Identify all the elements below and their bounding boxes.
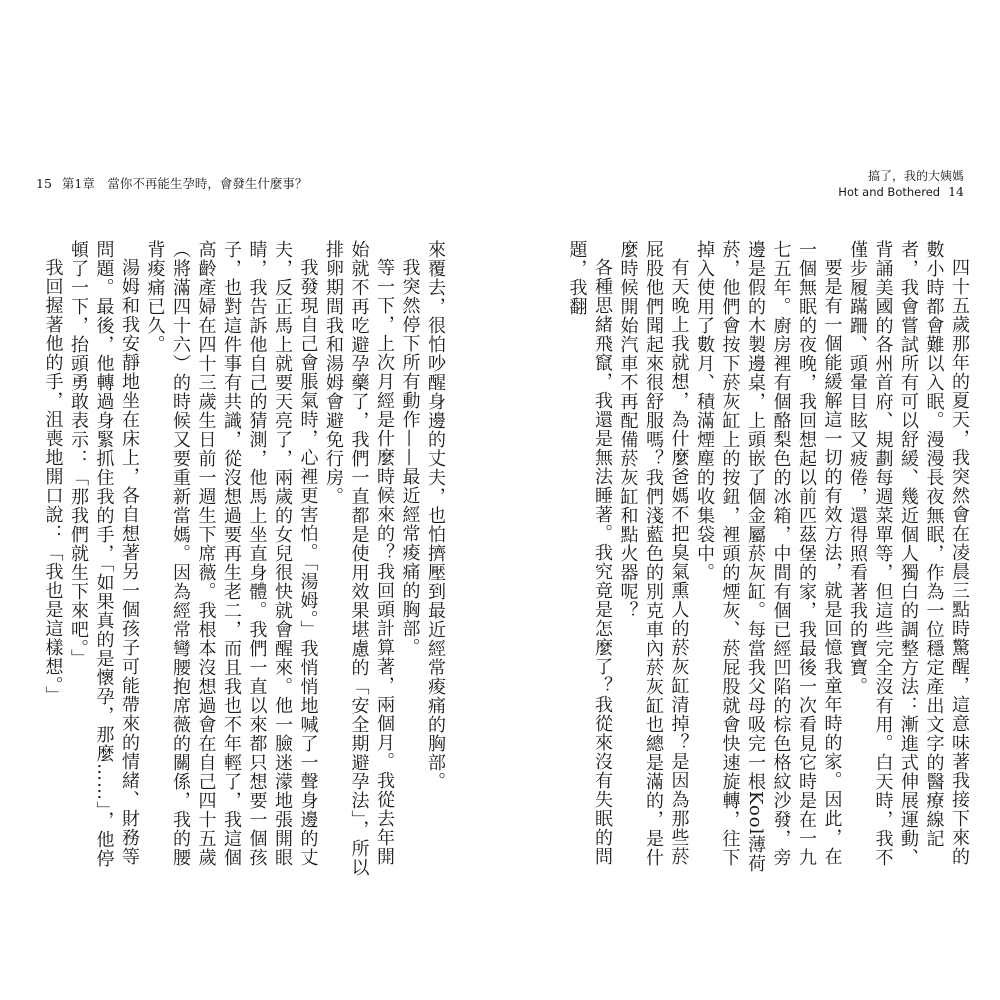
page-number-right: 14 [948,184,964,199]
paragraph: 有天晚上我就想，為什麼爸媽不把臭氣熏人的菸灰缸清掉？是因為那些菸屁股他們聞起來很舒服嗎？我們淺藍色的別克車內菸灰缸也總是滿的，是什麼時候開始汽車不再配備菸灰缸和點火器呢？ [617,240,690,867]
chapter-title: 第1章 當你不再能生孕時，會發生什麼事？ [61,176,308,191]
paragraph: 我發現自己會脹氣時，心裡更害怕。「湯姆。」我悄悄地喊了一聲身邊的丈夫，反正馬上就要天亮了，兩歲的女兒很快就會醒來。他一臉迷濛地張開眼睛，我告訴他自己的猜測，他馬上坐直身體。我們一直以來都只想要一個孩子，也對這件事有共識，從沒想過要再生老二，而且我也不年輕了，我這個高齡產婦在四十三歲生日前一週生下席薇。我根本沒想過會在自己四十五歲（將滿四十六）的時候又要重新當媽。因為經常彎腰抱席薇的關係，我的腰背痠痛已久。 [144,240,319,867]
running-header-right [838,168,964,200]
paragraph: 我回握著他的手，沮喪地開口說：「我也是這樣想。」 [42,258,64,705]
paragraph: 要是有一個能緩解這一切的有效方法，就是回憶我童年時的家。因此，在一個無眠的夜晚，我回想起以前匹茲堡的家，我最後一次看見它時是在一九七五年。廚房裡有個酪梨色的冰箱，中間有個已經凹陷的棕色格紋沙發，旁邊是假的木製邊桌，上頭嵌了個金屬菸灰缸。每當我父母吸完一根Kool薄荷菸，他們會按下菸灰缸上的按鈕，裡頭的煙灰、菸屁股就會快速旋轉，往下掉入使用了數月、積滿煙塵的收集袋中。 [694,240,843,874]
right-page [500,0,1000,1000]
paragraph: 等一下，上次月經是什麼時候來的？我回頭計算著，兩個月。我從去年開始就不再吃避孕藥了，我們一直都是使用效果堪慮的「安全期避孕法」，所以排卵期間我和湯姆會避免行房。 [323,240,395,877]
running-header-left [36,174,307,192]
paragraph: 來覆去，很怕吵醒身邊的丈夫，也怕擠壓到最近經常痠痛的胸部。 [425,240,446,791]
paragraph: 我突然停下所有動作——最近經常痠痛的胸部。 [399,258,421,657]
paragraph: 湯姆和我安靜地坐在床上，各自想著另一個孩子可能帶來的情緒、財務等問題。最後，他轉過身緊抓住我的手，「如果真的是懷孕，那麼……」，他停頓了一下，抬頭勇敢表示：「那我們就生下來吧。」 [68,240,140,868]
paragraph: 四十五歲那年的夏天，我突然會在凌晨三點時驚醒，這意味著我接下來的數小時都會難以入眠。漫漫長夜無眠，作為一位穩定產出文字的醫療線記者，我會嘗試所有可以舒緩、幾近個人獨白的調整方法：漸進式伸展運動、背誦美國的各州首府、規劃每週菜單等，但這些完全沒有用。白天時，我不僅步履蹣跚、頭暈目眩又疲倦，還得照看著我的寶寶。 [847,240,970,867]
left-page-body [42,240,448,880]
book-title-en: Hot and Bothered [838,185,941,199]
paragraph: 各種思緒飛竄，我還是無法睡著。我究竟是怎麼了？我從來沒有失眠的問題，我翻 [566,240,613,866]
book-title-zh: 搞了，我的大姨媽 [867,169,964,183]
right-page-body [532,240,972,880]
page-number-left: 15 [36,176,52,191]
